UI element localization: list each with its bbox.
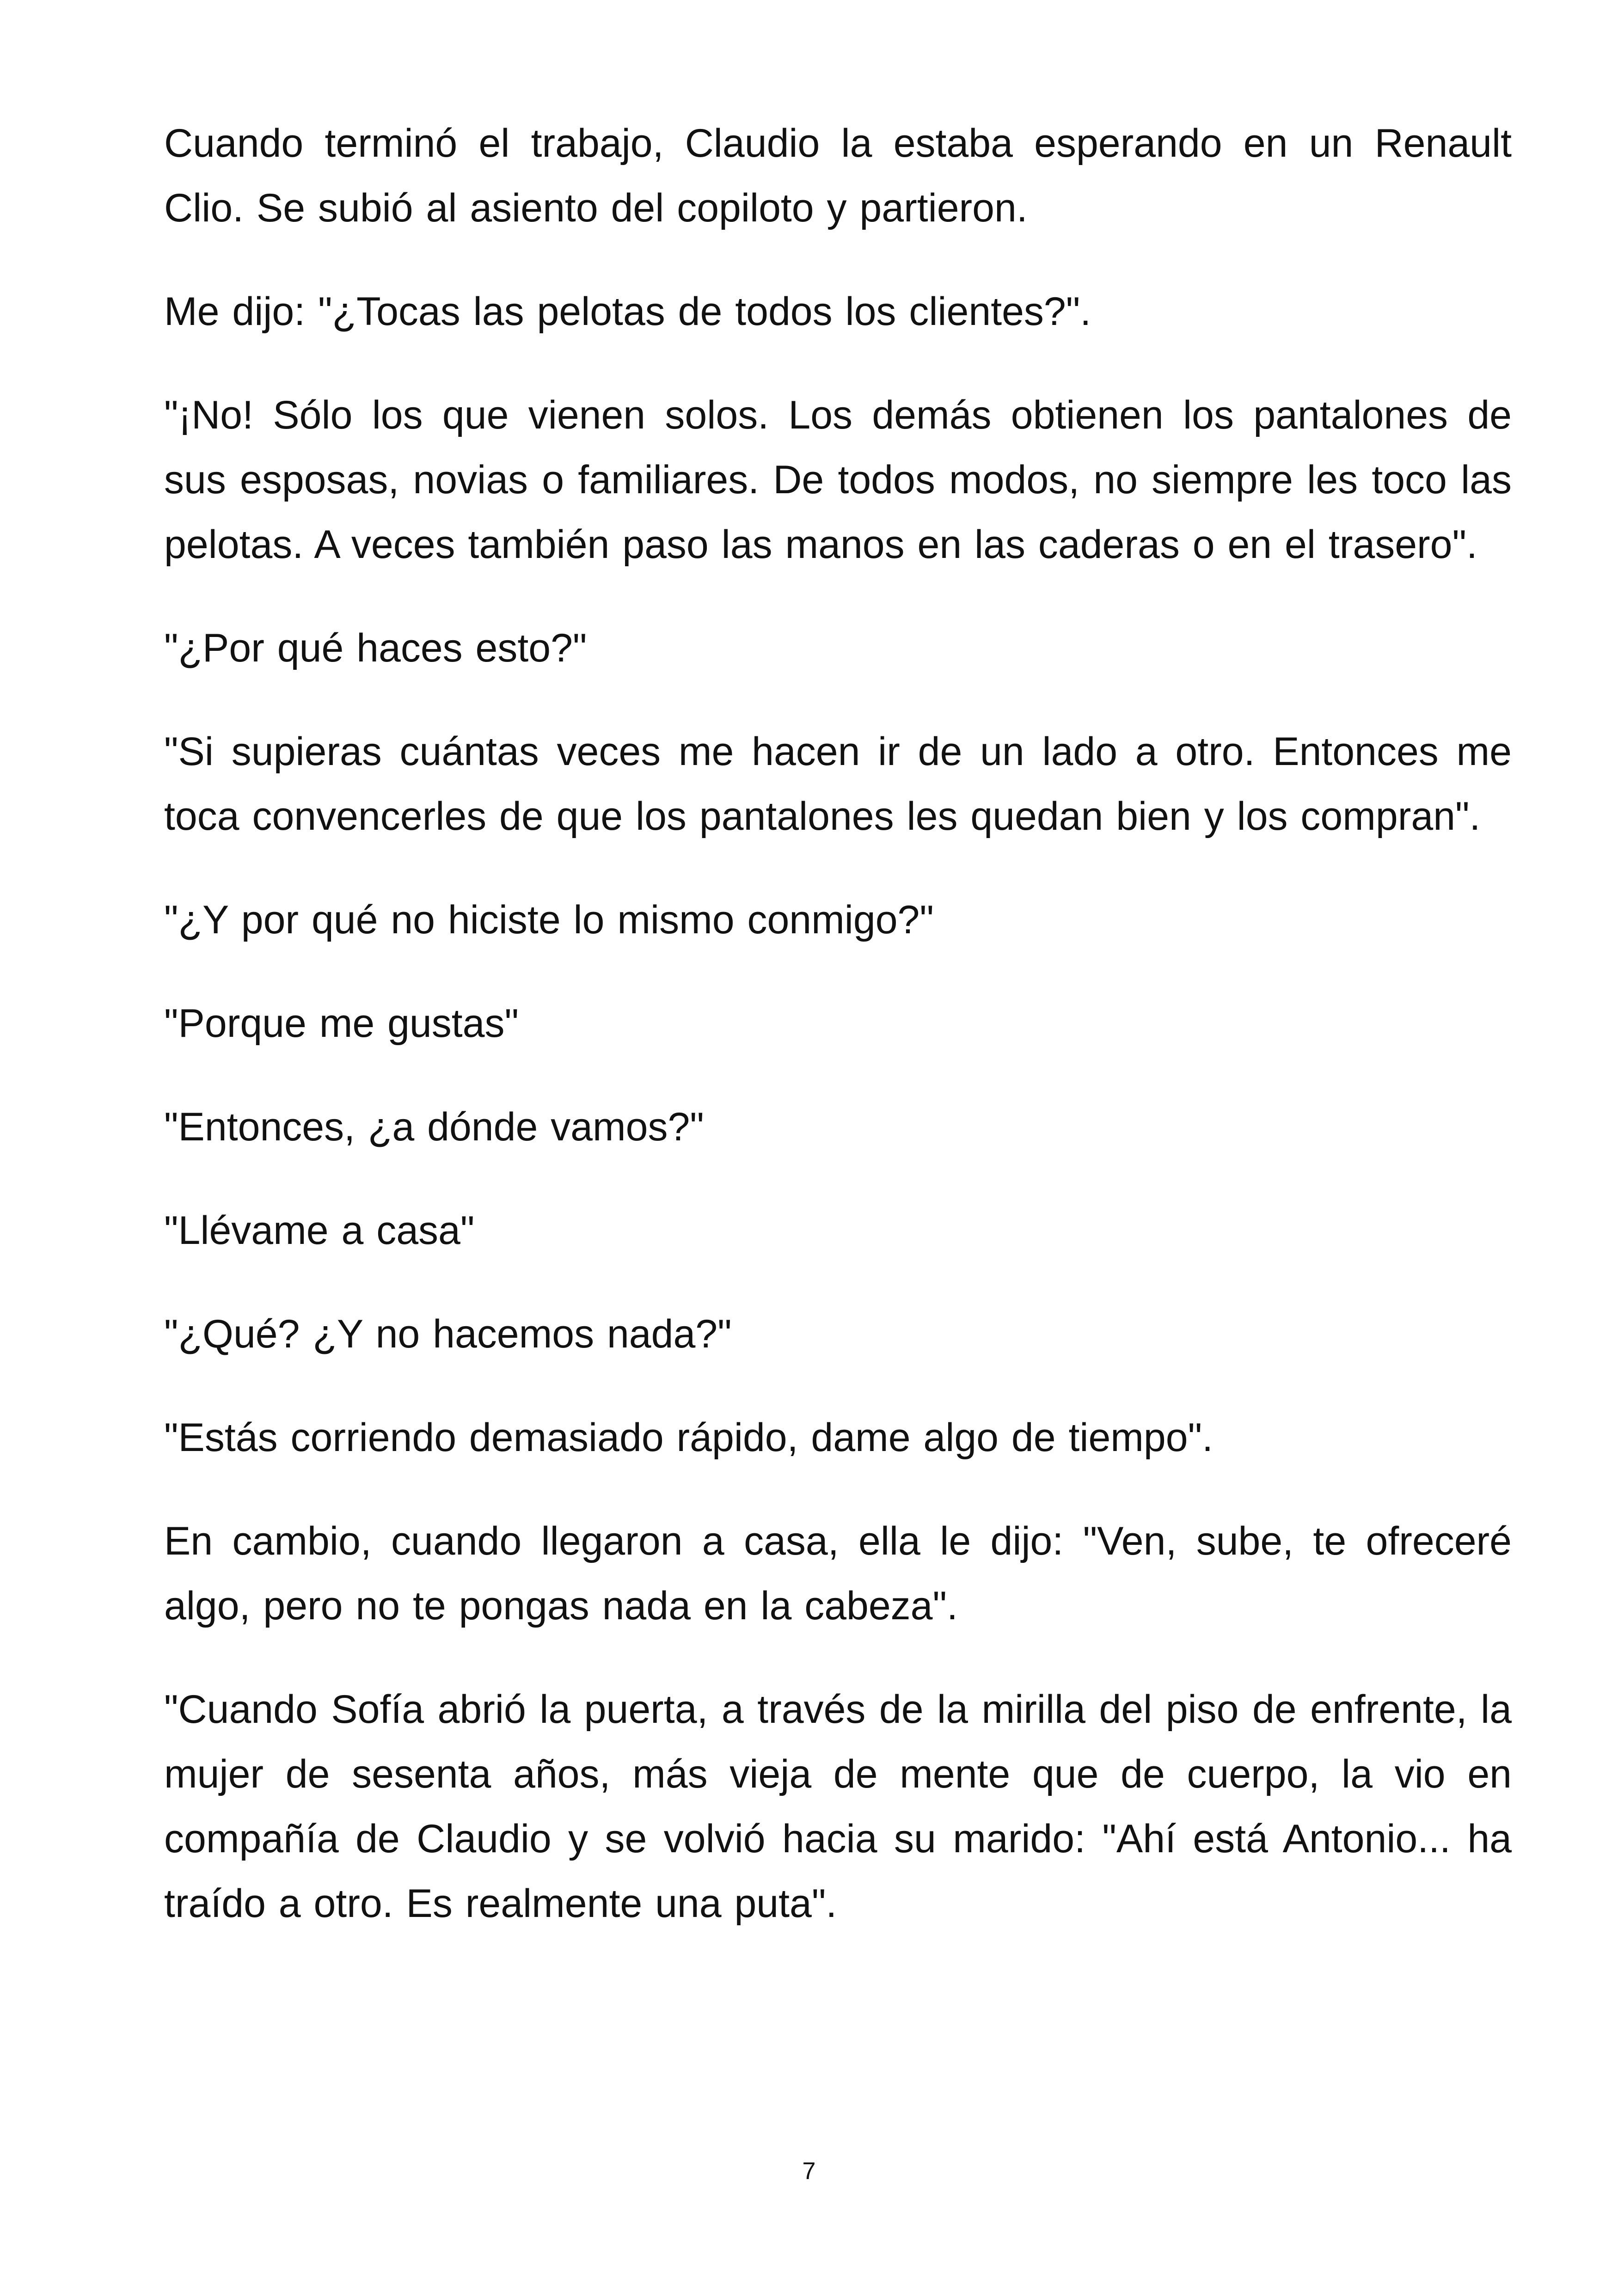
document-body — [164, 111, 1512, 1975]
paragraph-7: "Porque me gustas" — [164, 1001, 519, 1046]
paragraph-9: "Llévame a casa" — [164, 1208, 475, 1253]
paragraph-3: "¡No! Sólo los que vienen solos. Los demás obtienen los pantalones de sus esposas, novias o familiares. De todos modos, no siempre les toco las pelotas. A veces también paso las manos en las caderas o en el trasero". — [164, 393, 1512, 567]
paragraph-10: "¿Qué? ¿Y no hacemos nada?" — [164, 1312, 732, 1356]
paragraph-6: "¿Y por qué no hiciste lo mismo conmigo?" — [164, 898, 934, 942]
paragraph-2: Me dijo: "¿Tocas las pelotas de todos los clientes?". — [164, 289, 1091, 334]
paragraph-13: "Cuando Sofía abrió la puerta, a través de la mirilla del piso de enfrente, la mujer de sesenta años, más vieja de mente que de cuerpo, la vio en compañía de Claudio y se volvió hacia su marido: "Ahí está Antonio... ha traído a otro. Es realmente una puta". — [164, 1687, 1512, 1926]
paragraph-11: "Estás corriendo demasiado rápido, dame algo de tiempo". — [164, 1415, 1213, 1460]
paragraph-12: En cambio, cuando llegaron a casa, ella le dijo: "Ven, sube, te ofreceré algo, pero no te pongas nada en la cabeza". — [164, 1519, 1512, 1628]
paragraph-1: Cuando terminó el trabajo, Claudio la estaba esperando en un Renault Clio. Se subió al asiento del copiloto y partieron. — [164, 121, 1512, 230]
paragraph-5: "Si supieras cuántas veces me hacen ir de un lado a otro. Entonces me toca convencerles de que los pantalones les quedan bien y los compran". — [164, 729, 1512, 839]
paragraph-8: "Entonces, ¿a dónde vamos?" — [164, 1105, 704, 1149]
paragraph-4: "¿Por qué haces esto?" — [164, 626, 587, 670]
page-number: 7 — [802, 2158, 816, 2185]
